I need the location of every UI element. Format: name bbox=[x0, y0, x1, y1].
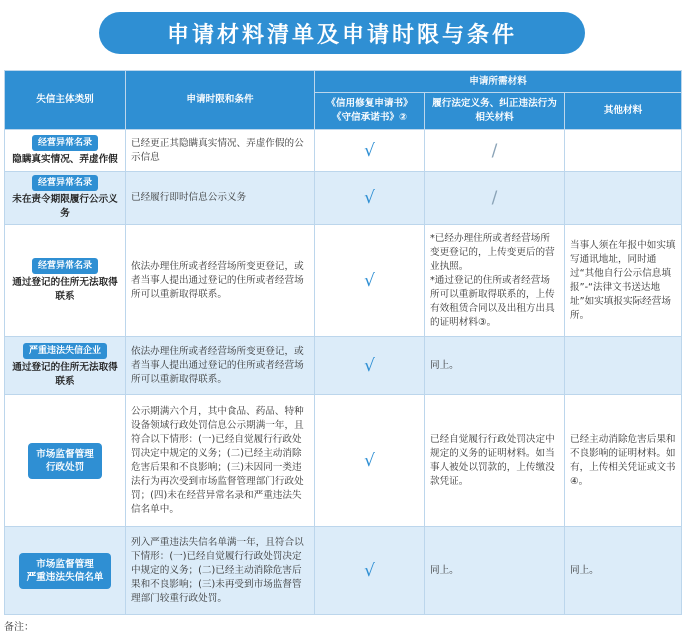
category-box: 市场监督管理 行政处罚 bbox=[28, 443, 102, 479]
header-doc: 《信用修复申请书》《守信承诺书》② bbox=[315, 93, 425, 130]
dash-mark: / bbox=[425, 130, 565, 172]
category-desc: 通过登记的住所无法取得联系 bbox=[12, 276, 118, 302]
category-tag: 严重违法失信企业 bbox=[23, 343, 107, 359]
page-title: 申请材料清单及申请时限与条件 bbox=[99, 12, 585, 54]
header-time: 申请时限和条件 bbox=[126, 71, 315, 130]
category-desc: 隐瞒真实情况、弄虚作假 bbox=[12, 153, 118, 165]
header-category: 失信主体类别 bbox=[5, 71, 126, 130]
category-desc: 未在责令期限履行公示义务 bbox=[12, 194, 118, 219]
other-cell bbox=[565, 172, 682, 225]
table-row bbox=[5, 527, 682, 615]
time-cell: 公示期满六个月，其中食品、药品、特种设备领域行政处罚信息公示期满一年，且符合以下情形：(一)已经自觉履行行政处罚决定中规定的义务；(二)已经主动消除危害后果和不良影响；(三)未因同一类违法行为再次受到市场监督管理部门行政处罚；(四)未在经营异常名录和严重违法失信名单中。 bbox=[126, 395, 315, 527]
table-row bbox=[5, 395, 682, 527]
category-cell bbox=[5, 130, 126, 172]
check-mark: √ bbox=[315, 527, 425, 615]
header-other: 其他材料 bbox=[565, 93, 682, 130]
other-cell: 已经主动消除危害后果和不良影响的证明材料。如有，上传相关凭证或文书④。 bbox=[565, 395, 682, 527]
time-cell: 依法办理住所或者经营场所变更登记，或者当事人提出通过登记的住所或者经营场所可以重新取得联系。 bbox=[126, 337, 315, 395]
check-mark: √ bbox=[315, 130, 425, 172]
time-cell: 列入严重违法失信名单满一年，且符合以下情形：(一)已经自觉履行行政处罚决定中规定的义务；(二)已经主动消除危害后果和不良影响；(三)未再受到市场监督管理部门较重行政处罚。 bbox=[126, 527, 315, 615]
check-mark: √ bbox=[315, 337, 425, 395]
category-box: 市场监督管理 严重违法失信名单 bbox=[19, 553, 112, 589]
category-cell bbox=[5, 527, 126, 615]
time-cell: 已经履行即时信息公示义务 bbox=[126, 172, 315, 225]
check-mark: √ bbox=[315, 225, 425, 337]
footer-note: 备注： bbox=[4, 622, 34, 633]
category-cell bbox=[5, 172, 126, 225]
materials-table bbox=[4, 70, 682, 615]
other-cell bbox=[565, 337, 682, 395]
category-tag: 经营异常名录 bbox=[32, 258, 98, 274]
header-materials: 申请所需材料 bbox=[315, 71, 682, 93]
performance-cell: 同上。 bbox=[425, 337, 565, 395]
category-cell bbox=[5, 337, 126, 395]
category-cell bbox=[5, 225, 126, 337]
time-cell: 依法办理住所或者经营场所变更登记，或者当事人提出通过登记的住所或者经营场所可以重新取得联系。 bbox=[126, 225, 315, 337]
performance-cell: 已经自觉履行行政处罚决定中规定的义务的证明材料。如当事人被处以罚款的，上传缴没款凭证。 bbox=[425, 395, 565, 527]
table-row bbox=[5, 225, 682, 337]
performance-cell: 同上。 bbox=[425, 527, 565, 615]
other-cell bbox=[565, 130, 682, 172]
performance-cell: *已经办理住所或者经营场所变更登记的，上传变更后的营业执照。 *通过登记的住所或者经营场所可以重新取得联系的，上传有效租赁合同以及出租方出具的证明材料③。 bbox=[425, 225, 565, 337]
table-row bbox=[5, 130, 682, 172]
category-desc: 通过登记的住所无法取得联系 bbox=[12, 361, 118, 387]
category-tag: 经营异常名录 bbox=[32, 135, 98, 151]
category-tag: 经营异常名录 bbox=[32, 175, 98, 191]
check-mark: √ bbox=[315, 172, 425, 225]
table-row bbox=[5, 172, 682, 225]
time-cell: 已经更正其隐瞒真实情况、弄虚作假的公示信息 bbox=[126, 130, 315, 172]
other-cell: 同上。 bbox=[565, 527, 682, 615]
header-performance: 履行法定义务、纠正违法行为相关材料 bbox=[425, 93, 565, 130]
other-cell: 当事人须在年报中如实填写通讯地址，同时通过“其他自行公示信息填报”-“法律文书送达地址”如实填报实际经营场所。 bbox=[565, 225, 682, 337]
category-cell bbox=[5, 395, 126, 527]
check-mark: √ bbox=[315, 395, 425, 527]
table-row bbox=[5, 337, 682, 395]
dash-mark: / bbox=[425, 172, 565, 225]
